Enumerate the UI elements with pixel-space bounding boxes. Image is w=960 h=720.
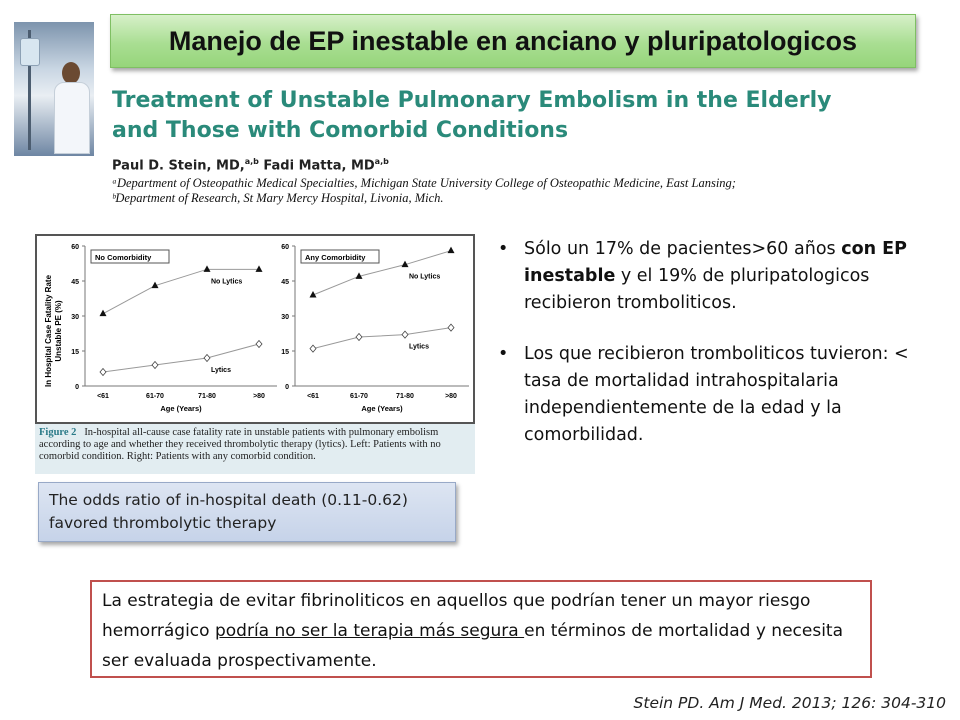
strategy-text-a: La estrategia de evitar fibrinoliticos en aquellos que podrían tener un mayor riesgo hemorrágico xyxy=(102,591,811,641)
bullet-item-1 xyxy=(498,236,918,317)
author-2-sup: a,b xyxy=(374,157,389,166)
x-tick-label: <61 xyxy=(97,393,109,400)
bullet-dot-icon: • xyxy=(498,239,509,259)
data-point-diamond xyxy=(402,331,408,338)
data-point-diamond xyxy=(204,355,210,362)
x-tick-label: 71-80 xyxy=(396,393,414,400)
series-label: No Lytics xyxy=(409,273,441,281)
data-point-triangle xyxy=(204,265,211,272)
slide-title-box xyxy=(110,14,916,68)
paper-authors xyxy=(112,157,389,173)
odds-line-2: favored thrombolytic therapy xyxy=(49,514,277,532)
y-tick-label: 45 xyxy=(71,279,79,286)
paper-affiliations xyxy=(112,176,812,206)
caption-label: Figure 2 xyxy=(39,427,77,438)
affiliation-1: ᵃDepartment of Osteopathic Medical Specialties, Michigan State University College of Osteopathic Medicine, East Lansing; xyxy=(112,176,736,190)
series-line-no-lytics xyxy=(103,269,259,313)
author-2: Fadi Matta, MD xyxy=(258,158,375,174)
data-point-triangle xyxy=(448,247,455,254)
nurse-photo xyxy=(14,22,94,156)
data-point-triangle xyxy=(256,265,263,272)
y-axis-label-1: In Hospital Case Fatality Rate xyxy=(44,274,53,388)
data-point-diamond xyxy=(356,334,362,341)
series-label: Lytics xyxy=(211,367,231,374)
y-tick-label: 45 xyxy=(281,279,289,286)
data-point-diamond xyxy=(448,324,454,331)
bullet-item-2 xyxy=(498,341,918,449)
y-tick-label: 15 xyxy=(281,349,289,356)
data-point-diamond xyxy=(152,362,158,369)
x-axis-label: Age (Years) xyxy=(160,404,202,413)
citation: Stein PD. Am J Med. 2013; 126: 304-310 xyxy=(633,694,946,712)
data-point-triangle xyxy=(100,310,107,317)
paper-title-line2: and Those with Comorbid Conditions xyxy=(112,118,569,143)
figure-caption xyxy=(35,424,475,474)
series-line-lytics xyxy=(313,328,451,349)
affiliation-2: ᵇDepartment of Research, St Mary Mercy Hospital, Livonia, Mich. xyxy=(112,191,444,205)
fatality-chart xyxy=(37,236,473,422)
bullet-1-bold: con EP inestable xyxy=(524,239,907,286)
y-axis-label-2: Unstable PE (%) xyxy=(54,300,63,362)
y-tick-label: 30 xyxy=(281,314,289,321)
series-line-lytics xyxy=(103,344,259,372)
bullet-list xyxy=(498,236,918,473)
data-point-diamond xyxy=(310,345,316,352)
series-label: No Lytics xyxy=(211,278,243,286)
bullet-dot-icon: • xyxy=(498,344,509,364)
panel-title: No Comorbidity xyxy=(95,253,152,262)
x-tick-label: 61-70 xyxy=(146,393,164,400)
strategy-underlined: podría no ser la terapia más segura xyxy=(214,621,525,641)
author-1-sup: a,b xyxy=(244,157,259,166)
odds-ratio-box xyxy=(38,482,456,542)
panel-title: Any Comorbidity xyxy=(305,253,366,262)
bullet-1-text-b: y el 19% de pluripatologicos recibieron tromboliticos. xyxy=(524,266,870,313)
strategy-box xyxy=(90,580,872,678)
data-point-diamond xyxy=(100,369,106,376)
y-tick-label: 0 xyxy=(285,384,289,391)
strategy-text-b: en términos de mortalidad y necesita ser evaluada prospectivamente. xyxy=(102,621,843,671)
bullet-2-text: Los que recibieron tromboliticos tuvieron: < tasa de mortalidad intrahospitalaria independientemente de la edad y la comorbilidad. xyxy=(524,344,909,445)
paper-title xyxy=(112,86,892,146)
x-tick-label: <61 xyxy=(307,393,319,400)
paper-title-line1: Treatment of Unstable Pulmonary Embolism in the Elderly xyxy=(112,88,832,113)
y-tick-label: 15 xyxy=(71,349,79,356)
slide-title: Manejo de EP inestable en anciano y pluripatologicos xyxy=(168,25,858,56)
figure-panel xyxy=(35,234,475,424)
y-tick-label: 60 xyxy=(71,244,79,251)
x-tick-label: 61-70 xyxy=(350,393,368,400)
bullet-1-text-a: Sólo un 17% de pacientes>60 años xyxy=(524,239,842,259)
odds-line-1: The odds ratio of in-hospital death (0.11-0.62) xyxy=(49,491,408,509)
x-tick-label: >80 xyxy=(445,393,457,400)
x-tick-label: >80 xyxy=(253,393,265,400)
x-axis-label: Age (Years) xyxy=(361,404,403,413)
y-tick-label: 0 xyxy=(75,384,79,391)
caption-text: In-hospital all-cause case fatality rate in unstable patients with pulmonary embolism according to age and whether they received thrombolytic therapy (lytics). Left: Patients with no comorbid condition. Right: Patients with any comorbid condition. xyxy=(39,427,441,462)
y-tick-label: 30 xyxy=(71,314,79,321)
data-point-diamond xyxy=(256,341,262,348)
author-1: Paul D. Stein, MD, xyxy=(112,158,245,174)
series-label: Lytics xyxy=(409,343,429,351)
y-tick-label: 60 xyxy=(281,244,289,251)
x-tick-label: 71-80 xyxy=(198,393,216,400)
